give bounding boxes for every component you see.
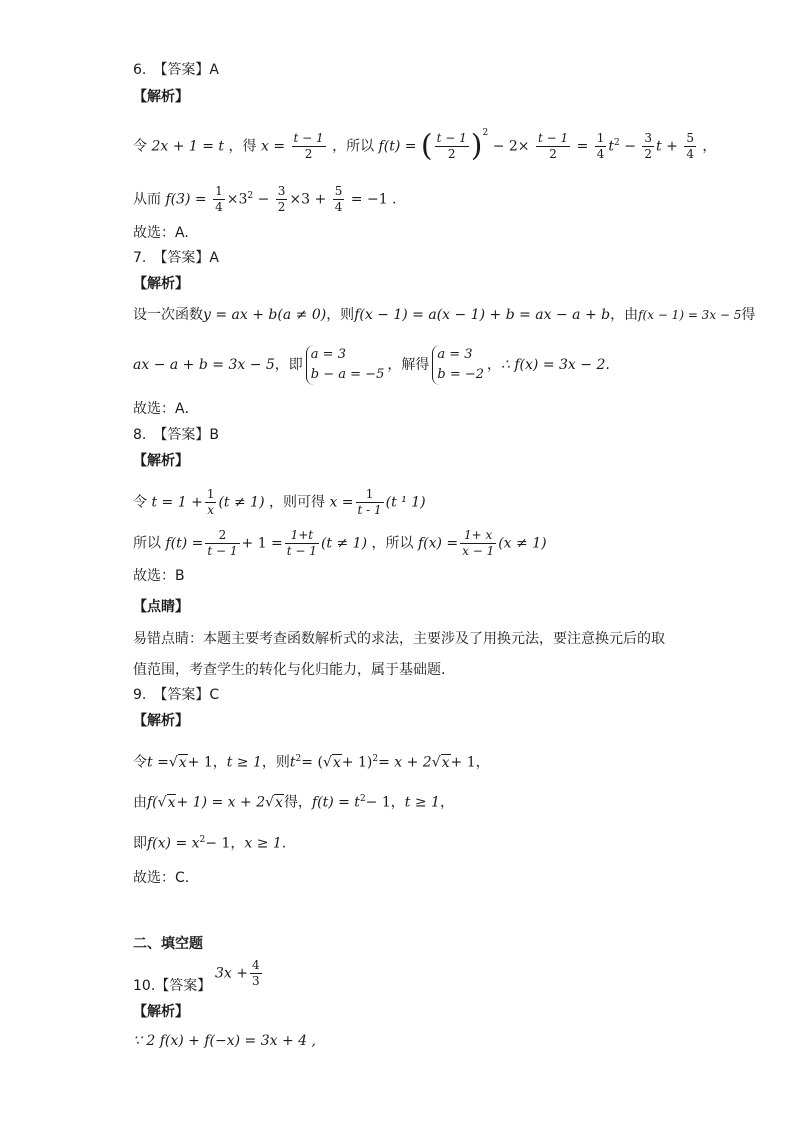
text: ，: [230, 835, 245, 852]
fraction: $\frac{1}{4}$: [215, 184, 223, 214]
math: ∴ f(x) = 3x − 2.: [501, 357, 610, 373]
sqrt: x: [332, 754, 341, 771]
exponent: 2: [482, 127, 489, 138]
fraction: $\frac{t - 1}{2}$: [436, 131, 467, 161]
math: + 1): [341, 754, 373, 771]
text: ，所以: [332, 138, 375, 155]
math: t ≥ 1: [226, 754, 262, 771]
math: f(x) = x: [147, 835, 200, 852]
q9-line3: 即$f(x) = x^2- 1$，x ≥ 1.: [133, 835, 287, 852]
text: ，: [702, 138, 717, 155]
fraction: $\frac{5}{4}$: [686, 131, 694, 161]
math: ×3 +: [289, 191, 327, 208]
q10-analysis-label: 【解析】: [133, 1004, 189, 1020]
equation-system: a = 3 b − a = −5: [306, 345, 385, 385]
math: f(x − 1) = a(x − 1) + b = ax − a + b: [354, 307, 611, 323]
fraction: $\frac{t - 1}{2}$: [293, 131, 324, 161]
q8-conclusion: 故选：B: [133, 568, 185, 584]
text: ，: [439, 794, 454, 811]
q10-answer: [215, 958, 264, 989]
q9-line2: 由f(√x+ 1) = x + 2√x得，$f(t) = t^2- 1$，t ≥ 1，: [133, 794, 454, 811]
math: f(: [147, 794, 158, 811]
math: f(x − 1) = 3x − 5: [638, 308, 742, 322]
math: t: [289, 754, 296, 771]
math: −: [624, 138, 636, 155]
math: + 1) = x + 2: [176, 794, 266, 811]
text: 从而: [133, 191, 161, 208]
math: 2x + 1 = t: [151, 138, 225, 155]
math: x =: [329, 494, 354, 511]
text: ，所以: [371, 535, 414, 552]
math: t = 1 +: [151, 494, 203, 511]
q9-header: 9. 【答案】C: [133, 687, 220, 703]
q6-header: 6. 【答案】A: [133, 62, 219, 78]
math: (t ¹ 1): [385, 494, 426, 511]
text: ，: [390, 794, 405, 811]
math: f(t) =: [378, 138, 417, 155]
q6-line2: 从而 f(3) = $\frac{1}{4}$ $\times 3^2$ − $\frac{3}{2}$ ×3 + $\frac{5}{4}$ = −1 .: [133, 184, 397, 214]
text: 令: [133, 494, 147, 511]
math: + 1 =: [241, 535, 283, 552]
math: = (: [301, 754, 323, 771]
math: − 1: [365, 794, 391, 811]
text: ，得: [228, 138, 257, 155]
math: f(x) =: [417, 535, 459, 552]
text: ，由: [610, 307, 639, 323]
fraction: $\frac{3}{2}$: [644, 131, 653, 161]
fraction: $\frac{1}{t - 1}$: [357, 487, 382, 517]
sqrt: x: [167, 794, 176, 811]
math: (x ≠ 1): [498, 535, 547, 552]
math: t: [608, 138, 615, 155]
fraction: $\frac{2}{t - 1}$: [207, 528, 238, 558]
fraction: $\frac{3}{2}$: [277, 184, 286, 214]
math: y = ax + b(a ≠ 0): [203, 307, 327, 323]
fraction: $\frac{1}{4}$: [596, 131, 605, 161]
q8-header: 8. 【答案】B: [133, 427, 219, 443]
q8-analysis-label: 【解析】: [133, 453, 189, 469]
math: ax − a + b = 3x − 5: [133, 357, 275, 373]
text: 所以: [133, 535, 161, 552]
fraction: $\frac{4}{3}$: [251, 958, 260, 988]
text: 即: [133, 835, 147, 852]
text: ，解得: [387, 357, 430, 373]
math: x ≥ 1.: [244, 835, 287, 852]
math: f(3) =: [165, 191, 207, 208]
math: 3x +: [215, 965, 248, 982]
math: (t ≠ 1): [320, 535, 368, 552]
sqrt: x: [275, 794, 283, 811]
text: 令: [133, 138, 147, 155]
math: + 1: [450, 754, 476, 771]
q8-note-line1: 易错点睛：本题主要考查函数解析式的求法，主要涉及了用换元法，要注意换元后的取: [133, 631, 665, 647]
text: ，则可得: [269, 494, 325, 511]
q8-line1: [133, 487, 426, 518]
q6-analysis-label: 【解析】: [133, 89, 189, 105]
math: = −1 .: [350, 191, 397, 208]
sqrt: x: [441, 754, 450, 771]
text: ，则: [261, 754, 290, 771]
q9-conclusion: 故选：C.: [133, 870, 190, 886]
q8-note-label: 【点睛】: [133, 599, 189, 615]
fraction: $\frac{1+t}{t - 1}$: [286, 528, 317, 558]
fraction: $\frac{1}{x}$: [206, 487, 215, 517]
q8-note-line2: 值范围，考查学生的转化与化归能力，属于基础题.: [133, 662, 446, 678]
math: ×3: [226, 191, 248, 208]
math: f(t) = t: [311, 794, 360, 811]
text: 得，: [283, 794, 312, 811]
q7-line2: [133, 345, 610, 385]
q7-analysis-label: 【解析】: [133, 276, 189, 292]
fraction: $\frac{1+ x}{x - 1}$: [462, 528, 495, 558]
math: + 1: [187, 754, 213, 771]
math: −: [257, 191, 270, 208]
text: 令: [133, 754, 147, 771]
text: ，: [212, 754, 227, 771]
q8-line2: [133, 528, 547, 559]
q9-analysis-label: 【解析】: [133, 713, 189, 729]
text: 由: [133, 794, 147, 811]
fraction: $\frac{t - 1}{2}$: [537, 131, 569, 161]
text: ，: [487, 357, 502, 373]
text: ，则: [326, 307, 355, 323]
q6-line1: 令 2x + 1 = t ，得 x = $\frac{t - 1}{2}$ ，所以 f(t) = ( $\frac{t - 1}{2}$ )$^2$ − 2× $\frac{t - 1}{2}$ = $\frac{1}{4}$ $t^2$ − $\frac{3}{2}$ t + $\frac{5}{4}$ ，: [133, 127, 717, 164]
q10-line1: ∵ 2 f(x) + f(−x) = 3x + 4 ,: [133, 1033, 316, 1049]
math: (t ≠ 1): [218, 494, 265, 511]
text: 设一次函数: [133, 307, 203, 323]
q7-header: 7. 【答案】A: [133, 250, 219, 266]
math: =: [576, 138, 589, 155]
q9-line1: 令t =√x+ 1，t ≥ 1，则$t^2= (√x+ 1)^2= x + 2√x+ 1$，: [133, 754, 490, 771]
text: ，: [475, 754, 490, 771]
q7-conclusion: 故选：A．: [133, 401, 199, 417]
math: = x + 2: [378, 754, 432, 771]
math: t +: [656, 138, 678, 155]
math: − 2×: [492, 138, 530, 155]
section-title: 二、填空题: [133, 936, 203, 952]
text: ，即: [274, 357, 303, 373]
math: f(t) =: [165, 535, 204, 552]
equation-system: a = 3 b = −2: [432, 345, 484, 385]
fraction: $\frac{5}{4}$: [334, 184, 343, 214]
q10-header: 10.【答案】: [133, 978, 212, 994]
text: 得: [741, 307, 756, 323]
math: t =: [147, 754, 169, 771]
q7-line1: [133, 305, 755, 325]
sqrt: x: [178, 754, 187, 771]
math: x =: [260, 138, 286, 155]
math: − 1: [205, 835, 231, 852]
q6-conclusion: 故选：A.: [133, 225, 189, 241]
math: t ≥ 1: [404, 794, 440, 811]
